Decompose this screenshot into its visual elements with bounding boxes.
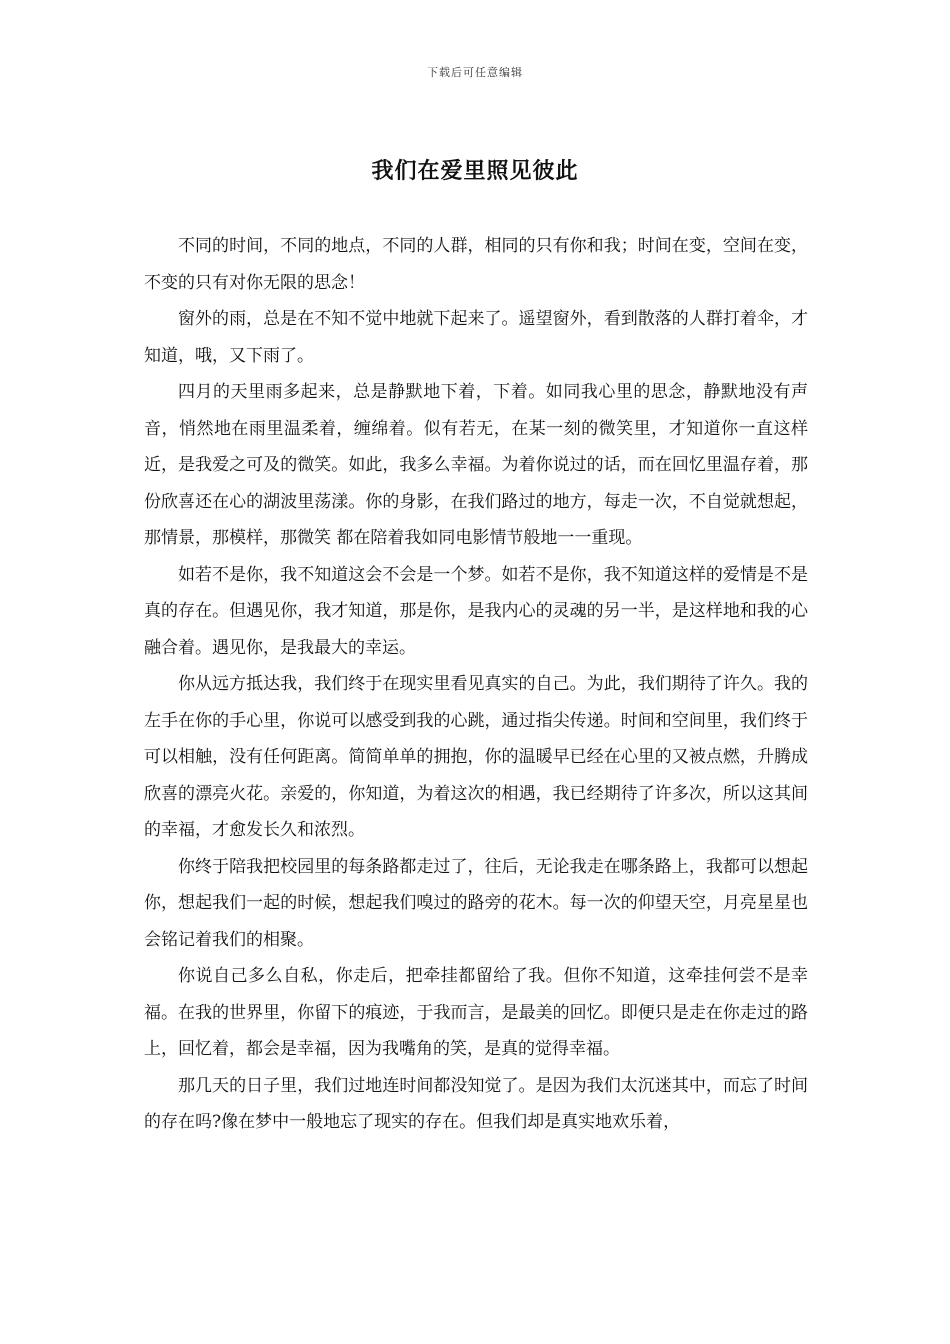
paragraph-6: 你终于陪我把校园里的每条路都走过了，往后，无论我走在哪条路上，我都可以想起你，想起我们一起的时候，想起我们嗅过的路旁的花木。每一次的仰望天空，月亮星星也会铭记着我们的相聚。 bbox=[144, 856, 808, 950]
paragraph-3: 四月的天里雨多起来，总是静默地下着，下着。如同我心里的思念，静默地没有声音，悄然地在雨里温柔着，缠绵着。似有若无，在某一刻的微笑里，才知道你一直这样近，是我爱之可及的微笑。如此，我多么幸福。为着你说过的话，而在回忆里温存着，那份欣喜还在心的湖波里荡漾。你的身影，在我们路过的地方，每走一次，不自觉就想起，那情景，那模样，那微笑 都在陪着我如同电影情节般地一一重现。 bbox=[144, 382, 808, 548]
paragraph-2: 窗外的雨，总是在不知不觉中地就下起来了。遥望窗外，看到散落的人群打着伞，才知道，哦，又下雨了。 bbox=[144, 309, 808, 366]
paragraph-8: 那几天的日子里，我们过地连时间都没知觉了。是因为我们太沉迷其中，而忘了时间的存在吗?像在梦中一般地忘了现实的存在。但我们却是真实地欢乐着， bbox=[144, 1075, 808, 1132]
paragraph-7: 你说自己多么自私，你走后，把牵挂都留给了我。但你不知道，这牵挂何尝不是幸福。在我的世界里，你留下的痕迹，于我而言，是最美的回忆。即便只是走在你走过的路上，回忆着，都会是幸福，因为我嘴角的笑，是真的觉得幸福。 bbox=[144, 966, 808, 1059]
paragraph-1: 不同的时间，不同的地点，不同的人群，相同的只有你和我；时间在变，空间在变，不变的只有对你无限的思念！ bbox=[144, 236, 808, 293]
document-title: 我们在爱里照见彼此 bbox=[371, 158, 579, 184]
paragraph-4: 如若不是你，我不知道这会不会是一个梦。如若不是你，我不知道这样的爱情是不是真的存在。但遇见你，我才知道，那是你，是我内心的灵魂的另一半，是这样地和我的心融合着。遇见你，是我最大的幸运。 bbox=[144, 564, 808, 658]
document-body bbox=[144, 228, 808, 1141]
header-note: 下载后可任意编辑 bbox=[427, 66, 523, 79]
paragraph-5: 你从远方抵达我，我们终于在现实里看见真实的自己。为此，我们期待了许久。我的左手在你的手心里，你说可以感受到我的心跳，通过指尖传递。时间和空间里，我们终于可以相触，没有任何距离。简简单单的拥抱，你的温暖早已经在心里的又被点燃，升腾成欣喜的漂亮火花。亲爱的，你知道，为着这次的相遇，我已经期待了许多次，所以这其间的幸福，才愈发长久和浓烈。 bbox=[144, 674, 808, 840]
